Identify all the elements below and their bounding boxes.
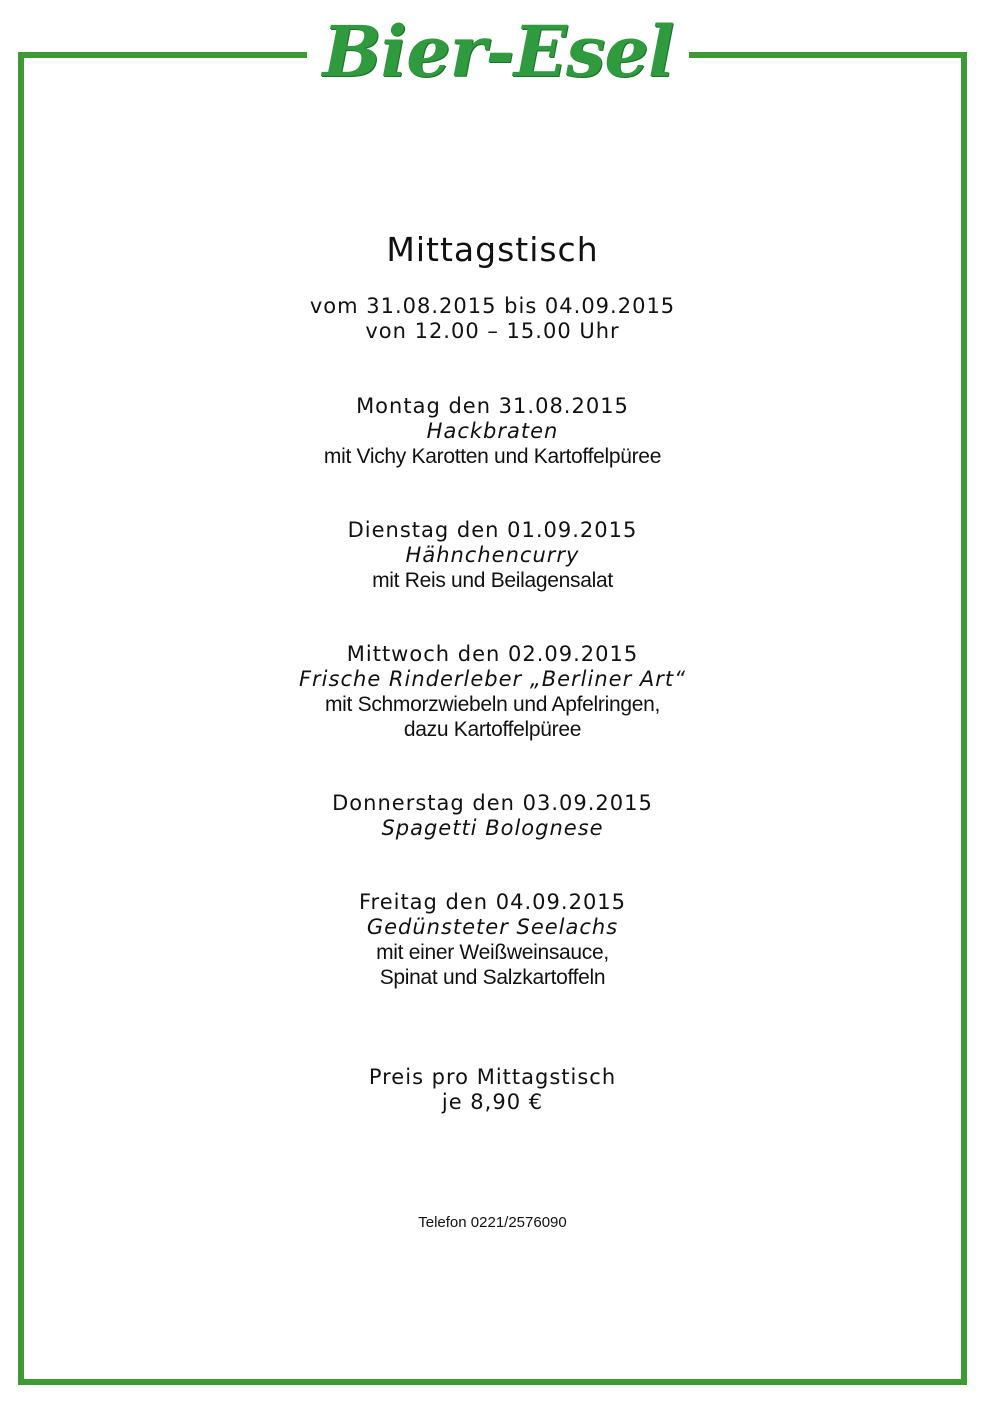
dish-name: Hähnchencurry — [405, 543, 580, 567]
frame-bottom — [18, 1379, 967, 1385]
dish-description: mit Schmorzwiebeln und Apfelringen, — [324, 693, 661, 716]
dish-description: mit Reis und Beilagensalat — [372, 569, 613, 592]
dish-description: Spinat und Salzkartoffeln — [379, 966, 606, 989]
brand-logo: Bier-Esel — [322, 10, 674, 93]
menu-period — [24, 294, 961, 344]
day-wednesday — [24, 642, 961, 742]
day-title: Donnerstag den 03.09.2015 — [332, 791, 653, 815]
day-title: Mittwoch den 02.09.2015 — [346, 642, 639, 666]
period-dates: vom 31.08.2015 bis 04.09.2015 — [309, 294, 676, 318]
phone-number: Telefon 0221/2576090 — [418, 1214, 567, 1231]
day-title: Montag den 31.08.2015 — [356, 394, 629, 418]
dish-description: mit Vichy Karotten und Kartoffelpüree — [323, 445, 662, 468]
day-friday — [24, 890, 961, 990]
price-value: je 8,90 € — [441, 1090, 544, 1114]
frame-top-right — [689, 52, 967, 58]
period-hours: von 12.00 – 15.00 Uhr — [365, 319, 620, 343]
dish-name: Hackbraten — [426, 419, 559, 443]
dish-name: Spagetti Bolognese — [381, 816, 604, 840]
day-title: Dienstag den 01.09.2015 — [347, 518, 638, 542]
price-section — [24, 1065, 961, 1115]
price-label: Preis pro Mittagstisch — [368, 1065, 617, 1089]
dish-description: dazu Kartoffelpüree — [403, 718, 582, 741]
dish-name: Frische Rinderleber „Berliner Art“ — [298, 667, 687, 691]
frame-top-left — [18, 52, 307, 58]
dish-name: Gedünsteter Seelachs — [366, 915, 619, 939]
day-title: Freitag den 04.09.2015 — [358, 890, 627, 914]
frame-right — [961, 52, 967, 1385]
day-thursday — [24, 791, 961, 841]
day-monday — [24, 394, 961, 469]
menu-title: Mittagstisch — [386, 230, 599, 269]
dish-description: mit einer Weißweinsauce, — [376, 941, 609, 964]
day-tuesday — [24, 518, 961, 593]
